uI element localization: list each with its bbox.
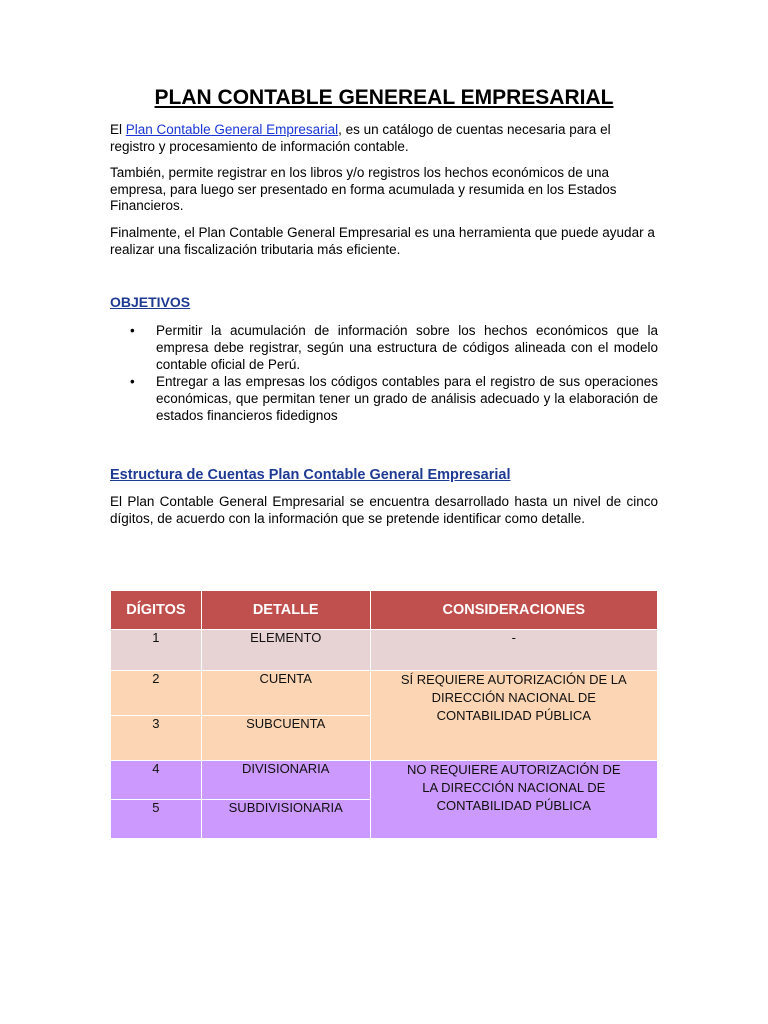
cell-digits: 1	[111, 630, 202, 671]
intro-paragraph	[110, 122, 658, 155]
objective-text: Permitir la acumulación de información sobre los hechos económicos que la empresa debe registrar, según una estructura de códigos alineada con el modelo contable oficial de Perú.	[156, 323, 658, 372]
cell-digits: 2	[111, 671, 202, 716]
cell-detail: CUENTA	[201, 671, 370, 716]
intro-suffix: , es un catálogo de cuentas necesaria para el registro y procesamiento de información contable.	[110, 122, 611, 154]
cell-consideration: -	[370, 630, 657, 671]
header-detalle: DETALLE	[201, 591, 370, 630]
page-title: PLAN CONTABLE GENEREAL EMPRESARIAL	[154, 86, 614, 109]
cell-detail: ELEMENTO	[201, 630, 370, 671]
cell-consideration-requires: SÍ REQUIERE AUTORIZACIÓN DE LA DIRECCIÓN NACIONAL DE CONTABILIDAD PÚBLICA	[370, 671, 657, 761]
bullet-icon: •	[130, 374, 135, 389]
structure-paragraph: El Plan Contable General Empresarial se encuentra desarrollado hasta un nivel de cinco dígitos, de acuerdo con la información que se pretende identificar como detalle.	[110, 494, 658, 526]
header-digitos: DÍGITOS	[111, 591, 202, 630]
plan-contable-link[interactable]: Plan Contable General Empresarial	[125, 122, 339, 137]
bullet-icon: •	[130, 323, 135, 338]
paragraph-tambien: También, permite registrar en los libros y/o registros los hechos económicos de una empresa, para luego ser presentado en forma acumulada y resumida en los Estados Financieros.	[110, 165, 617, 213]
list-item	[110, 322, 658, 373]
table-row	[111, 630, 658, 671]
objectives-list	[110, 322, 658, 424]
cell-detail: DIVISIONARIA	[201, 761, 370, 800]
cell-digits: 3	[111, 716, 202, 761]
list-item	[110, 373, 658, 424]
table-row	[111, 671, 658, 716]
paragraph-finalmente: Finalmente, el Plan Contable General Empresarial es una herramienta que puede ayudar a realizar una fiscalización tributaria más eficiente.	[110, 225, 655, 257]
cell-detail: SUBDIVISIONARIA	[201, 800, 370, 839]
cell-consideration-not-requires: NO REQUIERE AUTORIZACIÓN DE LA DIRECCIÓN NACIONAL DE CONTABILIDAD PÚBLICA	[370, 761, 657, 839]
table-row	[111, 761, 658, 800]
cell-digits: 5	[111, 800, 202, 839]
cell-detail: SUBCUENTA	[201, 716, 370, 761]
objective-text: Entregar a las empresas los códigos contables para el registro de sus operaciones económicas, que permitan tener un grado de análisis adecuado y la elaboración de estados financieros fidedignos	[156, 374, 658, 423]
structure-heading: Estructura de Cuentas Plan Contable General Empresarial	[110, 467, 511, 483]
intro-prefix: El	[110, 122, 126, 137]
cell-digits: 4	[111, 761, 202, 800]
accounts-structure-table	[110, 590, 658, 839]
objectives-heading: OBJETIVOS	[110, 294, 191, 310]
table-header-row	[111, 591, 658, 630]
header-consideraciones: CONSIDERACIONES	[370, 591, 657, 630]
